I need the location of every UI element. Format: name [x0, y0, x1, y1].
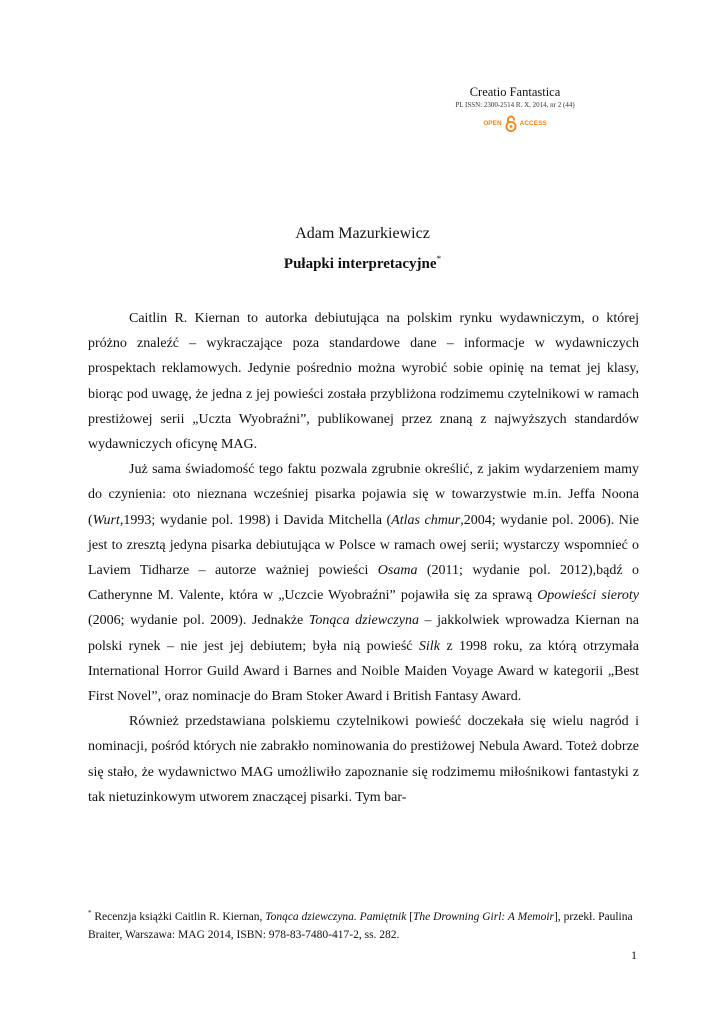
paragraph-1: Caitlin R. Kiernan to autorka debiutująca na polskim rynku wydawniczym, o której próżno znaleźć – wykraczające poza standardowe dane – informacje w wydawniczych prospektach reklamowych. Jedynie pośrednio można wyrobić sobie opinię na temat jej klasy, biorąc pod uwagę, że jedna z jej powieści została przybliżona rodzimemu czytelnikowi w ramach prestiżowej serii „Uczta Wyobraźni”, publikowanej przez znaną z najwyższych standardów wydawniczych oficynę MAG.	[88, 311, 639, 453]
p2-text-3: ,2004; wydanie pol. 2006). Nie jest to zresztą jedyna pisarka debiutująca w Polsce w ramach owej serii; wystarczy wspomnieć o Laviem Tidharze – autorze ważniej powieści	[88, 512, 639, 579]
p2-text-7: z 1998 roku, za którą otrzymała International Horror Guild Award i Barnes and Noible Maiden Voyage Award w kategorii „Best First Novel”, oraz nominacje do Bram Stoker Award i British Fantasy Award.	[88, 638, 639, 705]
footnote-text-3: ], przekł. Paulina Braiter, Warszawa: MAG 2014, ISBN: 978-83-7480-417-2, ss. 282.	[88, 910, 633, 941]
open-access-logo	[415, 115, 615, 132]
p2-italic-atlas-chmur: Atlas chmur	[391, 512, 461, 528]
p2-italic-silk: Silk	[418, 638, 440, 654]
open-lock-icon	[505, 115, 517, 132]
footnote-italic-title: Tonąca dziewczyna. Pamiętnik	[265, 910, 407, 923]
journal-issn: PL ISSN: 2300-2514 R. X, 2014, nr 2 (44)	[455, 101, 575, 109]
p2-text-6: – jakkolwiek wprowadza Kiernan na polski rynek – nie jest jej debiutem; była nią powieść	[88, 613, 639, 654]
open-access-right-text: ACCESS	[519, 120, 547, 127]
footnote-text-2: [	[406, 910, 414, 923]
footnote-text-1: Recenzja książki Caitlin R. Kiernan,	[91, 910, 266, 923]
p2-text-1: Już sama świadomość tego faktu pozwala zgrubnie określić, z jakim wydarzeniem mamy do czynienia: oto nieznana wcześniej pisarka pojawia się w towarzystwie m.in. Jeffa Noona (	[88, 462, 639, 528]
p2-italic-osama: Osama	[377, 563, 418, 579]
journal-header	[415, 84, 615, 132]
p2-text-5: (2006; wydanie pol. 2009). Jednakże	[88, 613, 309, 629]
footnote	[88, 904, 639, 944]
p2-italic-opowiesci-sieroty: Opowieści sieroty	[537, 588, 639, 604]
p2-text-2: ,1993; wydanie pol. 1998) i Davida Mitchella (	[119, 512, 392, 528]
open-access-left-text: OPEN	[483, 120, 502, 127]
paragraph-3: Również przedstawiana polskiemu czytelnikowi powieść doczekała się wielu nagród i nominacji, pośród których nie zabrakło nominowania do prestiżowej Nebula Award. Toteż dobrze się stało, że wydawnictwo MAG umożliwiło zapoznanie się rodzimemu miłośnikowi fantastyki z tak nietuzinkowym utworem znaczącej pisarki. Tym bar-	[88, 714, 639, 805]
p2-text-4: (2011; wydanie pol. 2012),bądź o Catherynne M. Valente, która w „Uczcie Wyobraźni” pojawiła się za sprawą	[88, 563, 639, 604]
article-body	[88, 306, 639, 810]
title-footnote-mark: *	[436, 254, 442, 264]
page-number: 1	[631, 948, 637, 962]
article-title-text: Pułapki interpretacyjne	[283, 256, 437, 272]
paragraph-2	[88, 457, 639, 709]
article-title	[0, 254, 725, 273]
p2-italic-tonaca-dziewczyna: Tonąca dziewczyna	[308, 613, 419, 629]
footnote-italic-original-title: The Drowning Girl: A Memoir	[413, 910, 555, 923]
footnote-mark: *	[88, 909, 92, 917]
p2-italic-wurt: Wurt	[92, 512, 120, 528]
author-name: Adam Mazurkiewicz	[295, 225, 430, 242]
journal-name: Creatio Fantastica	[469, 85, 561, 99]
